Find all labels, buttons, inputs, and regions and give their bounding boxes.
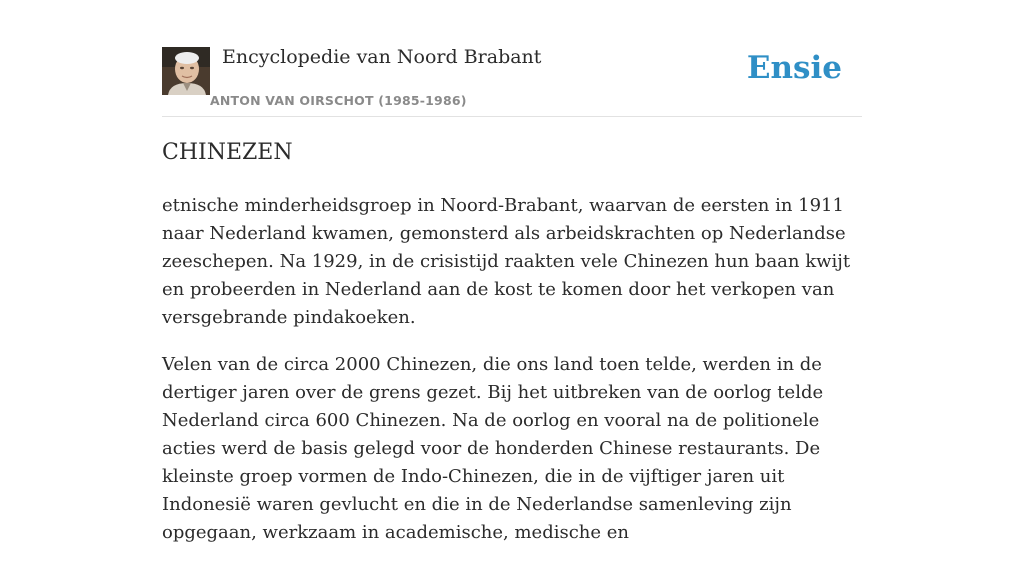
author-avatar: [162, 47, 210, 95]
article-paragraph: etnische minderheidsgroep in Noord-Brabant, waarvan de eersten in 1911 naar Nederland kwamen, gemonsterd als arbeidskrachten op Nederlandse zeeschepen. Na 1929, in de crisistijd raakten vele Chinezen hun baan kwijt en probeerden in Nederland aan de kost te komen door het verkopen van versgebrande pindakoeken.: [162, 195, 851, 328]
page-header: [162, 0, 862, 117]
article-title: CHINEZEN: [162, 140, 293, 165]
brand-logo[interactable]: Ensie: [746, 50, 842, 86]
publication-title[interactable]: Encyclopedie van Noord Brabant: [222, 46, 542, 68]
article-paragraph: Velen van de circa 2000 Chinezen, die ons land toen telde, werden in de dertiger jaren over de grens gezet. Bij het uitbreken van de oorlog telde Nederland circa 600 Chinezen. Na de oorlog en vooral na de politionele acties werd de basis gelegd voor de honderden Chinese restaurants. De kleinste groep vormen de Indo-Chinezen, die in de vijftiger jaren uit Indonesië waren gevlucht en die in de Nederlandse samenleving zijn opgegaan, werkzaam in academische, medische en: [162, 354, 824, 543]
article-body: [162, 192, 862, 566]
author-portrait-icon: [162, 47, 210, 95]
author-name[interactable]: ANTON VAN OIRSCHOT (1985-1986): [210, 93, 467, 108]
